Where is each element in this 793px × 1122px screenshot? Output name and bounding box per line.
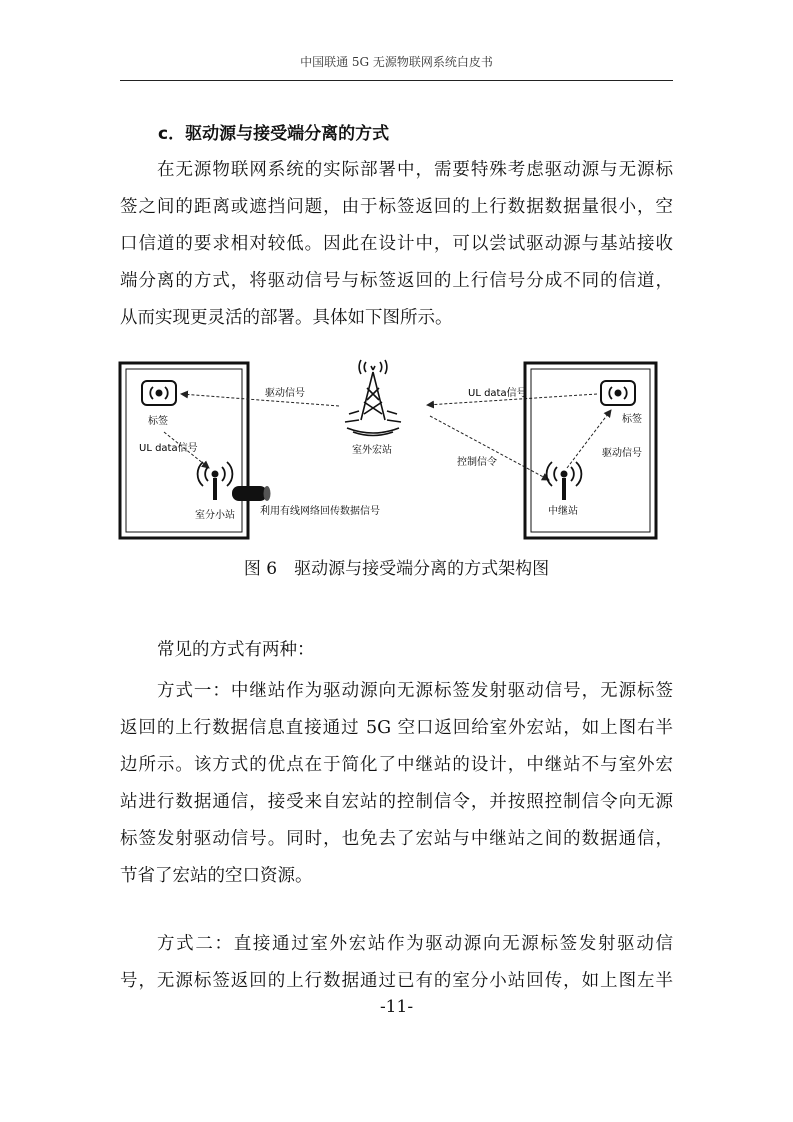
intro-paragraph: [120, 152, 673, 337]
drive-signal-label-left: 驱动信号: [265, 388, 305, 399]
figure-caption: 图 6 驱动源与接受端分离的方式架构图: [243, 559, 550, 579]
section-title: c．驱动源与接受端分离的方式: [158, 124, 390, 144]
method2-line: 号，无源标签返回的上行数据通过已有的室分小站回传，如上图左半: [120, 971, 673, 991]
ul-data-label-left: UL data信号: [139, 443, 198, 454]
method1-line: 返回的上行数据信息直接通过 5G 空口返回给室外宏站，如上图右半: [120, 718, 673, 738]
right-tag-label: 标签: [622, 414, 642, 425]
wired-cable-icon: [232, 486, 271, 501]
intro-line: 从而实现更灵活的部署。具体如下图所示。: [120, 308, 453, 328]
intro-line: 口信道的要求相对较低。因此在设计中，可以尝试驱动源与基站接收: [120, 234, 673, 254]
right-tag-icon: [601, 381, 635, 405]
wired-backhaul-label: 利用有线网络回传数据信号: [260, 506, 380, 517]
method1-line: 边所示。该方式的优点在于简化了中继站的设计，中继站不与室外宏: [120, 755, 673, 775]
left-tag-label: 标签: [148, 416, 168, 427]
method2-line: 方式二：直接通过室外宏站作为驱动源向无源标签发射驱动信: [157, 934, 673, 954]
header-rule: [120, 80, 673, 81]
intro-line: 在无源物联网系统的实际部署中，需要特殊考虑驱动源与无源标: [157, 160, 673, 180]
intro-line: 端分离的方式，将驱动信号与标签返回的上行信号分成不同的信道，: [120, 271, 673, 291]
method2-paragraph: [120, 926, 673, 1000]
small-cell-label: 室分小站: [195, 510, 235, 521]
common-line: 常见的方式有两种：: [157, 640, 315, 660]
drive-signal-label-right: 驱动信号: [602, 448, 642, 459]
small-cell-antenna-icon: [198, 462, 233, 500]
control-signal-label: 控制信令: [457, 457, 497, 468]
macro-station-label: 室外宏站: [352, 445, 392, 456]
ul-data-label-right: UL data信号: [468, 388, 527, 399]
architecture-figure: [117, 358, 660, 542]
relay-antenna-icon: [547, 462, 582, 500]
method1-paragraph: [120, 673, 673, 895]
page-number: -11-: [379, 997, 414, 1017]
method1-line: 站进行数据通信，接受来自宏站的控制信令，并按照控制信令向无源: [120, 792, 673, 812]
intro-line: 签之间的距离或遮挡问题，由于标签返回的上行数据数据量很小，空: [120, 197, 673, 217]
running-header: 中国联通 5G 无源物联网系统白皮书: [300, 55, 493, 69]
left-tag-icon: [142, 381, 176, 405]
method1-line: 方式一：中继站作为驱动源向无源标签发射驱动信号，无源标签: [157, 681, 673, 701]
macro-tower-icon: [345, 360, 401, 436]
common-paragraph: [120, 632, 673, 669]
method1-line: 节省了宏站的空口资源。: [120, 866, 313, 886]
method1-line: 标签发射驱动信号。同时，也免去了宏站与中继站之间的数据通信，: [120, 829, 673, 849]
relay-station-label: 中继站: [548, 506, 578, 517]
